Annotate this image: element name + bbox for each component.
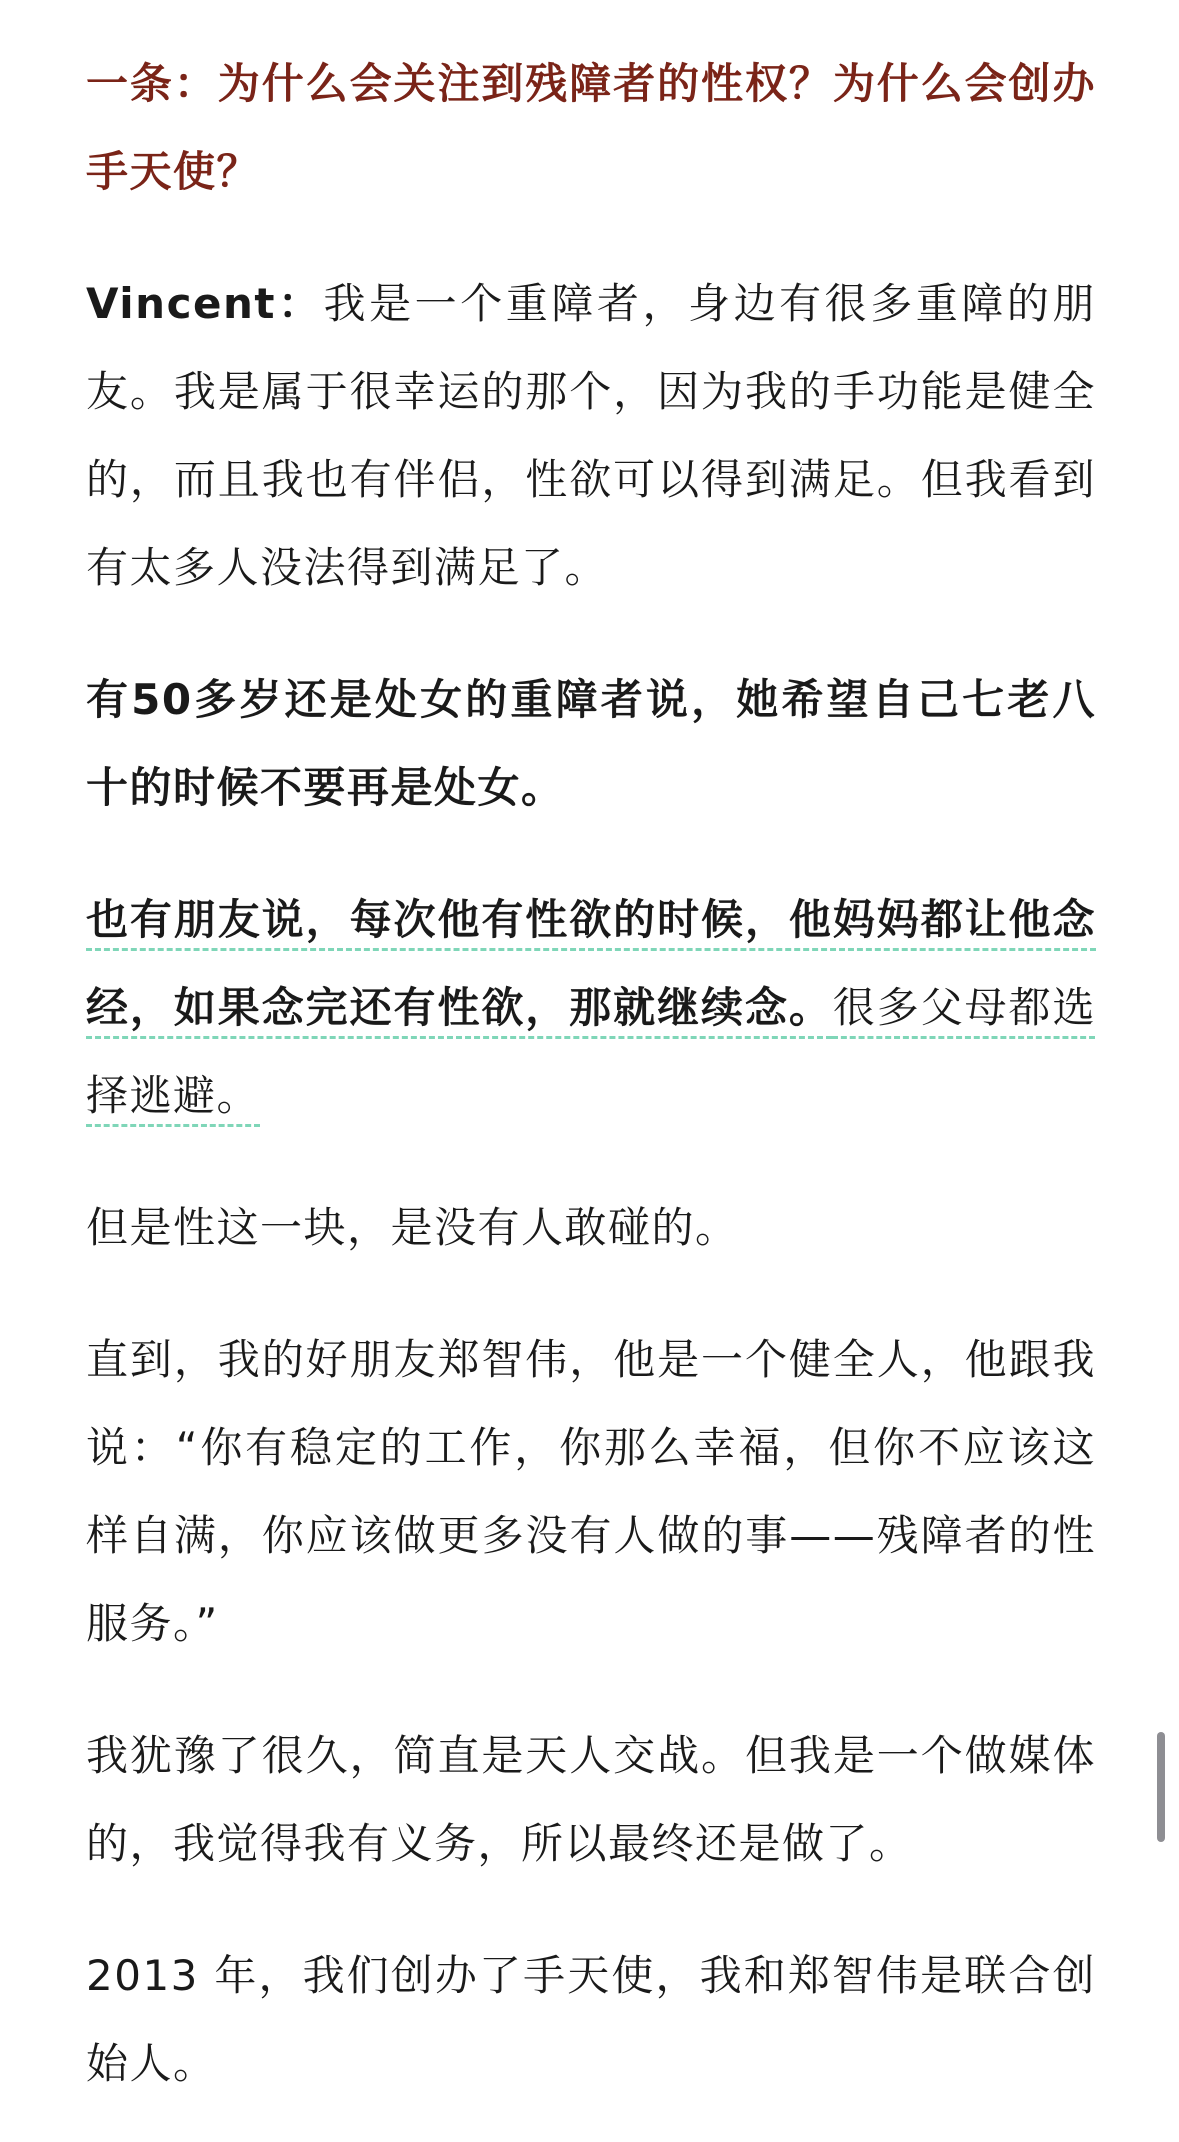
paragraph-5: 直到，我的好朋友郑智伟，他是一个健全人，他跟我说：“你有稳定的工作，你那么幸福，但你不应该这样自满，你应该做更多没有人做的事——残障者的性服务。” bbox=[86, 1335, 1096, 1648]
article-body bbox=[86, 40, 1096, 2108]
paragraph-6: 我犹豫了很久，简直是天人交战。但我是一个做媒体的，我觉得我有义务，所以最终还是做了。 bbox=[86, 1731, 1096, 1868]
paragraph-4: 但是性这一块，是没有人敢碰的。 bbox=[86, 1203, 739, 1252]
underlined-paragraph bbox=[86, 876, 1096, 1140]
answer-paragraph-1 bbox=[86, 260, 1096, 612]
plain-text: 很多父母都选择逃避。 bbox=[86, 983, 1096, 1120]
question-heading: 一条：为什么会关注到残障者的性权？为什么会创办手天使？ bbox=[86, 59, 1096, 196]
speaker-name: Vincent： bbox=[86, 279, 324, 328]
scrollbar-thumb[interactable] bbox=[1157, 1732, 1165, 1842]
bold-quote: 也有朋友说，每次他有性欲的时候，他妈妈都让他念经，如果念完还有性欲，那就继续念。 bbox=[86, 895, 1096, 1032]
bold-paragraph: 有50多岁还是处女的重障者说，她希望自己七老八十的时候不要再是处女。 bbox=[86, 675, 1096, 812]
answer-text: 我是一个重障者，身边有很多重障的朋友。我是属于很幸运的那个，因为我的手功能是健全的，而且我也有伴侣，性欲可以得到满足。但我看到有太多人没法得到满足了。 bbox=[86, 279, 1096, 592]
paragraph-7: 2013 年，我们创办了手天使，我和郑智伟是联合创始人。 bbox=[86, 1951, 1096, 2088]
